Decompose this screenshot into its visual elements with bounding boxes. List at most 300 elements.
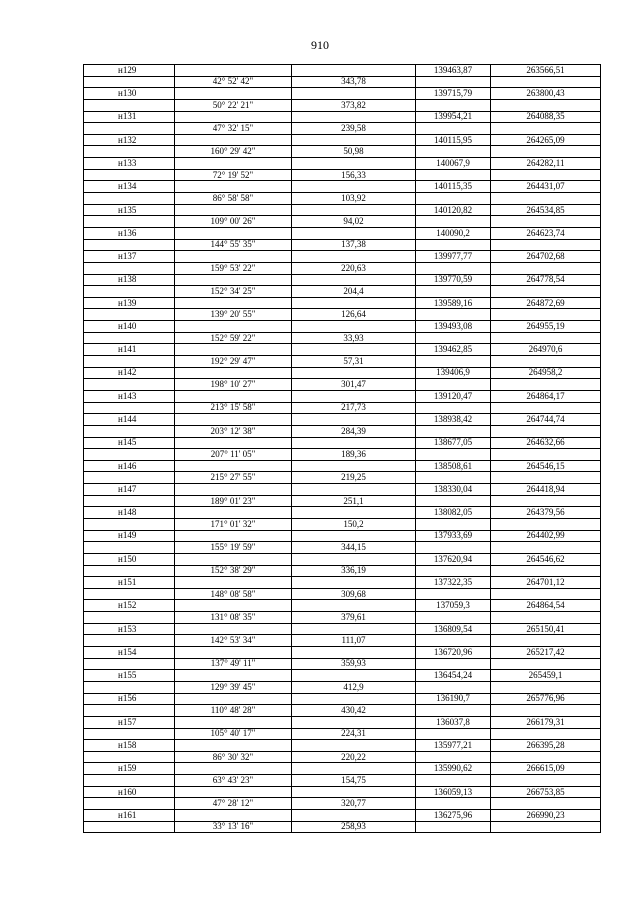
point-row — [84, 274, 601, 286]
point-row — [84, 553, 601, 565]
point-name-cell: н144 — [84, 414, 175, 426]
segment-row — [84, 705, 601, 717]
empty-cell — [416, 309, 491, 321]
empty-cell — [416, 681, 491, 693]
point-name-cell: н148 — [84, 507, 175, 519]
empty-cell — [292, 786, 416, 798]
segment-row — [84, 356, 601, 368]
direction-angle-cell: 171° 01' 32" — [175, 518, 292, 530]
empty-cell — [292, 484, 416, 496]
y-coordinate-cell: 263566,51 — [491, 65, 601, 77]
distance-cell: 284,39 — [292, 425, 416, 437]
empty-cell — [416, 332, 491, 344]
point-row — [84, 204, 601, 216]
y-coordinate-cell: 264546,15 — [491, 460, 601, 472]
point-name-cell: н132 — [84, 134, 175, 146]
empty-cell — [175, 65, 292, 77]
empty-cell — [292, 530, 416, 542]
empty-cell — [416, 472, 491, 484]
direction-angle-cell: 192° 29' 47" — [175, 356, 292, 368]
empty-cell — [175, 181, 292, 193]
point-name-cell: н149 — [84, 530, 175, 542]
empty-cell — [175, 484, 292, 496]
segment-row — [84, 612, 601, 624]
distance-cell: 336,19 — [292, 565, 416, 577]
empty-cell — [491, 332, 601, 344]
empty-cell — [175, 693, 292, 705]
point-row — [84, 623, 601, 635]
y-coordinate-cell: 264534,85 — [491, 204, 601, 216]
distance-cell: 94,02 — [292, 216, 416, 228]
direction-angle-cell: 105° 40' 17" — [175, 728, 292, 740]
distance-cell: 57,31 — [292, 356, 416, 368]
distance-cell: 320,77 — [292, 798, 416, 810]
empty-cell — [84, 588, 175, 600]
point-name-cell: н134 — [84, 181, 175, 193]
empty-cell — [416, 658, 491, 670]
point-name-cell: н137 — [84, 251, 175, 263]
point-name-cell: н133 — [84, 158, 175, 170]
point-row — [84, 134, 601, 146]
point-row — [84, 670, 601, 682]
distance-cell: 373,82 — [292, 99, 416, 111]
distance-cell: 154,75 — [292, 775, 416, 787]
empty-cell — [491, 681, 601, 693]
empty-cell — [175, 111, 292, 123]
x-coordinate-cell: 139462,85 — [416, 344, 491, 356]
empty-cell — [175, 321, 292, 333]
empty-cell — [292, 227, 416, 239]
direction-angle-cell: 189° 01' 23" — [175, 495, 292, 507]
x-coordinate-cell: 136454,24 — [416, 670, 491, 682]
distance-cell: 224,31 — [292, 728, 416, 740]
segment-row — [84, 495, 601, 507]
point-name-cell: н136 — [84, 227, 175, 239]
y-coordinate-cell: 265459,1 — [491, 670, 601, 682]
empty-cell — [175, 251, 292, 263]
distance-cell: 301,47 — [292, 379, 416, 391]
x-coordinate-cell: 135990,62 — [416, 763, 491, 775]
point-row — [84, 88, 601, 100]
y-coordinate-cell: 264702,68 — [491, 251, 601, 263]
empty-cell — [491, 495, 601, 507]
empty-cell — [416, 821, 491, 833]
empty-cell — [292, 321, 416, 333]
empty-cell — [416, 565, 491, 577]
empty-cell — [175, 507, 292, 519]
empty-cell — [175, 344, 292, 356]
segment-row — [84, 193, 601, 205]
direction-angle-cell: 203° 12' 38" — [175, 425, 292, 437]
empty-cell — [292, 111, 416, 123]
y-coordinate-cell: 264418,94 — [491, 484, 601, 496]
empty-cell — [491, 518, 601, 530]
direction-angle-cell: 109° 00' 26" — [175, 216, 292, 228]
distance-cell: 103,92 — [292, 193, 416, 205]
x-coordinate-cell: 138677,05 — [416, 437, 491, 449]
direction-angle-cell: 47° 28' 12" — [175, 798, 292, 810]
empty-cell — [491, 146, 601, 158]
empty-cell — [416, 635, 491, 647]
empty-cell — [416, 449, 491, 461]
empty-cell — [491, 588, 601, 600]
empty-cell — [416, 425, 491, 437]
empty-cell — [491, 658, 601, 670]
empty-cell — [491, 798, 601, 810]
point-name-cell: н160 — [84, 786, 175, 798]
y-coordinate-cell: 264431,07 — [491, 181, 601, 193]
x-coordinate-cell: 139977,77 — [416, 251, 491, 263]
empty-cell — [84, 542, 175, 554]
empty-cell — [491, 193, 601, 205]
segment-row — [84, 681, 601, 693]
y-coordinate-cell: 264872,69 — [491, 297, 601, 309]
point-row — [84, 158, 601, 170]
distance-cell: 430,42 — [292, 705, 416, 717]
y-coordinate-cell: 265150,41 — [491, 623, 601, 635]
segment-row — [84, 76, 601, 88]
direction-angle-cell: 47° 32' 15" — [175, 123, 292, 135]
segment-row — [84, 286, 601, 298]
segment-row — [84, 309, 601, 321]
distance-cell: 137,38 — [292, 239, 416, 251]
point-name-cell: н141 — [84, 344, 175, 356]
empty-cell — [84, 379, 175, 391]
empty-cell — [175, 810, 292, 822]
direction-angle-cell: 139° 20' 55" — [175, 309, 292, 321]
point-name-cell: н155 — [84, 670, 175, 682]
direction-angle-cell: 152° 34' 25" — [175, 286, 292, 298]
direction-angle-cell: 152° 38' 29" — [175, 565, 292, 577]
point-row — [84, 437, 601, 449]
y-coordinate-cell: 264265,09 — [491, 134, 601, 146]
empty-cell — [175, 414, 292, 426]
direction-angle-cell: 129° 39' 45" — [175, 681, 292, 693]
x-coordinate-cell: 139770,59 — [416, 274, 491, 286]
x-coordinate-cell: 139715,79 — [416, 88, 491, 100]
empty-cell — [175, 367, 292, 379]
empty-cell — [416, 495, 491, 507]
empty-cell — [292, 553, 416, 565]
empty-cell — [416, 379, 491, 391]
point-name-cell: н156 — [84, 693, 175, 705]
distance-cell: 251,1 — [292, 495, 416, 507]
point-row — [84, 716, 601, 728]
empty-cell — [175, 763, 292, 775]
empty-cell — [292, 600, 416, 612]
y-coordinate-cell: 264955,19 — [491, 321, 601, 333]
empty-cell — [84, 495, 175, 507]
y-coordinate-cell: 264402,99 — [491, 530, 601, 542]
point-name-cell: н142 — [84, 367, 175, 379]
point-name-cell: н150 — [84, 553, 175, 565]
direction-angle-cell: 144° 55' 35" — [175, 239, 292, 251]
empty-cell — [416, 146, 491, 158]
empty-cell — [491, 76, 601, 88]
empty-cell — [292, 437, 416, 449]
empty-cell — [84, 728, 175, 740]
x-coordinate-cell: 140115,95 — [416, 134, 491, 146]
y-coordinate-cell: 265776,96 — [491, 693, 601, 705]
point-row — [84, 484, 601, 496]
x-coordinate-cell: 137059,3 — [416, 600, 491, 612]
empty-cell — [175, 623, 292, 635]
point-row — [84, 577, 601, 589]
direction-angle-cell: 159° 53' 22" — [175, 262, 292, 274]
direction-angle-cell: 33° 13' 16" — [175, 821, 292, 833]
empty-cell — [292, 507, 416, 519]
empty-cell — [292, 158, 416, 170]
empty-cell — [491, 635, 601, 647]
segment-row — [84, 425, 601, 437]
empty-cell — [292, 414, 416, 426]
empty-cell — [84, 635, 175, 647]
empty-cell — [292, 390, 416, 402]
empty-cell — [84, 286, 175, 298]
direction-angle-cell: 137° 49' 11" — [175, 658, 292, 670]
segment-row — [84, 751, 601, 763]
distance-cell: 33,93 — [292, 332, 416, 344]
empty-cell — [84, 565, 175, 577]
empty-cell — [292, 810, 416, 822]
segment-row — [84, 821, 601, 833]
point-name-cell: н130 — [84, 88, 175, 100]
distance-cell: 220,63 — [292, 262, 416, 274]
empty-cell — [175, 460, 292, 472]
empty-cell — [175, 88, 292, 100]
point-name-cell: н161 — [84, 810, 175, 822]
empty-cell — [416, 216, 491, 228]
x-coordinate-cell: 137620,94 — [416, 553, 491, 565]
empty-cell — [292, 763, 416, 775]
point-row — [84, 227, 601, 239]
empty-cell — [491, 216, 601, 228]
direction-angle-cell: 110° 48' 28" — [175, 705, 292, 717]
direction-angle-cell: 63° 43' 23" — [175, 775, 292, 787]
direction-angle-cell: 207° 11' 05" — [175, 449, 292, 461]
empty-cell — [416, 798, 491, 810]
x-coordinate-cell: 136059,13 — [416, 786, 491, 798]
point-name-cell: н153 — [84, 623, 175, 635]
y-coordinate-cell: 266990,23 — [491, 810, 601, 822]
point-row — [84, 181, 601, 193]
empty-cell — [292, 367, 416, 379]
direction-angle-cell: 72° 19' 52" — [175, 169, 292, 181]
y-coordinate-cell: 264864,17 — [491, 390, 601, 402]
empty-cell — [292, 577, 416, 589]
x-coordinate-cell: 138508,61 — [416, 460, 491, 472]
empty-cell — [491, 239, 601, 251]
x-coordinate-cell: 139493,08 — [416, 321, 491, 333]
empty-cell — [84, 612, 175, 624]
point-name-cell: н146 — [84, 460, 175, 472]
empty-cell — [292, 716, 416, 728]
segment-row — [84, 449, 601, 461]
point-name-cell: н143 — [84, 390, 175, 402]
empty-cell — [84, 262, 175, 274]
x-coordinate-cell: 136275,96 — [416, 810, 491, 822]
empty-cell — [84, 309, 175, 321]
distance-cell: 189,36 — [292, 449, 416, 461]
y-coordinate-cell: 265217,42 — [491, 647, 601, 659]
y-coordinate-cell: 266179,31 — [491, 716, 601, 728]
empty-cell — [491, 472, 601, 484]
distance-cell: 239,58 — [292, 123, 416, 135]
segment-row — [84, 542, 601, 554]
point-row — [84, 367, 601, 379]
empty-cell — [416, 169, 491, 181]
empty-cell — [491, 821, 601, 833]
empty-cell — [175, 716, 292, 728]
empty-cell — [175, 390, 292, 402]
empty-cell — [416, 775, 491, 787]
distance-cell: 309,68 — [292, 588, 416, 600]
x-coordinate-cell: 139589,16 — [416, 297, 491, 309]
empty-cell — [292, 623, 416, 635]
empty-cell — [491, 309, 601, 321]
page-number: 910 — [311, 38, 329, 52]
point-row — [84, 390, 601, 402]
empty-cell — [175, 647, 292, 659]
empty-cell — [491, 262, 601, 274]
empty-cell — [175, 274, 292, 286]
point-row — [84, 786, 601, 798]
point-row — [84, 460, 601, 472]
distance-cell: 204,4 — [292, 286, 416, 298]
direction-angle-cell: 50° 22' 21" — [175, 99, 292, 111]
y-coordinate-cell: 264546,62 — [491, 553, 601, 565]
point-name-cell: н152 — [84, 600, 175, 612]
empty-cell — [491, 169, 601, 181]
segment-row — [84, 728, 601, 740]
empty-cell — [292, 204, 416, 216]
point-row — [84, 111, 601, 123]
x-coordinate-cell: 138330,04 — [416, 484, 491, 496]
empty-cell — [292, 670, 416, 682]
segment-row — [84, 775, 601, 787]
distance-cell: 156,33 — [292, 169, 416, 181]
empty-cell — [491, 728, 601, 740]
empty-cell — [84, 169, 175, 181]
empty-cell — [491, 402, 601, 414]
segment-row — [84, 518, 601, 530]
empty-cell — [292, 740, 416, 752]
y-coordinate-cell: 264379,56 — [491, 507, 601, 519]
point-name-cell: н154 — [84, 647, 175, 659]
empty-cell — [84, 193, 175, 205]
point-name-cell: н159 — [84, 763, 175, 775]
empty-cell — [84, 402, 175, 414]
empty-cell — [416, 542, 491, 554]
y-coordinate-cell: 264632,66 — [491, 437, 601, 449]
empty-cell — [175, 158, 292, 170]
point-row — [84, 530, 601, 542]
point-row — [84, 251, 601, 263]
empty-cell — [491, 99, 601, 111]
x-coordinate-cell: 140120,82 — [416, 204, 491, 216]
empty-cell — [84, 472, 175, 484]
segment-row — [84, 635, 601, 647]
point-name-cell: н129 — [84, 65, 175, 77]
empty-cell — [292, 65, 416, 77]
point-row — [84, 507, 601, 519]
empty-cell — [491, 286, 601, 298]
empty-cell — [292, 297, 416, 309]
empty-cell — [84, 356, 175, 368]
y-coordinate-cell: 264864,54 — [491, 600, 601, 612]
distance-cell: 219,25 — [292, 472, 416, 484]
empty-cell — [491, 123, 601, 135]
point-name-cell: н157 — [84, 716, 175, 728]
y-coordinate-cell: 264778,54 — [491, 274, 601, 286]
empty-cell — [416, 123, 491, 135]
empty-cell — [175, 786, 292, 798]
point-row — [84, 414, 601, 426]
point-name-cell: н135 — [84, 204, 175, 216]
segment-row — [84, 565, 601, 577]
empty-cell — [175, 740, 292, 752]
point-row — [84, 344, 601, 356]
point-row — [84, 693, 601, 705]
y-coordinate-cell: 264701,12 — [491, 577, 601, 589]
distance-cell: 150,2 — [292, 518, 416, 530]
x-coordinate-cell: 139406,9 — [416, 367, 491, 379]
empty-cell — [84, 216, 175, 228]
direction-angle-cell: 42° 52' 42" — [175, 76, 292, 88]
empty-cell — [292, 344, 416, 356]
point-row — [84, 65, 601, 77]
empty-cell — [84, 775, 175, 787]
direction-angle-cell: 215° 27' 55" — [175, 472, 292, 484]
direction-angle-cell: 198° 10' 27" — [175, 379, 292, 391]
distance-cell: 258,93 — [292, 821, 416, 833]
empty-cell — [175, 204, 292, 216]
distance-cell: 412,9 — [292, 681, 416, 693]
point-row — [84, 297, 601, 309]
empty-cell — [491, 449, 601, 461]
empty-cell — [175, 134, 292, 146]
x-coordinate-cell: 140067,9 — [416, 158, 491, 170]
empty-cell — [84, 425, 175, 437]
point-row — [84, 321, 601, 333]
distance-cell: 217,73 — [292, 402, 416, 414]
empty-cell — [175, 670, 292, 682]
point-name-cell: н147 — [84, 484, 175, 496]
segment-row — [84, 123, 601, 135]
x-coordinate-cell: 138938,42 — [416, 414, 491, 426]
empty-cell — [416, 612, 491, 624]
x-coordinate-cell: 135977,21 — [416, 740, 491, 752]
x-coordinate-cell: 137322,35 — [416, 577, 491, 589]
y-coordinate-cell: 264088,35 — [491, 111, 601, 123]
empty-cell — [416, 193, 491, 205]
coordinates-table — [83, 64, 601, 833]
empty-cell — [416, 705, 491, 717]
empty-cell — [175, 297, 292, 309]
empty-cell — [84, 146, 175, 158]
empty-cell — [175, 530, 292, 542]
empty-cell — [416, 356, 491, 368]
direction-angle-cell: 131° 08' 35" — [175, 612, 292, 624]
empty-cell — [175, 437, 292, 449]
empty-cell — [84, 751, 175, 763]
empty-cell — [416, 751, 491, 763]
segment-row — [84, 658, 601, 670]
empty-cell — [175, 227, 292, 239]
y-coordinate-cell: 264958,2 — [491, 367, 601, 379]
y-coordinate-cell: 263800,43 — [491, 88, 601, 100]
distance-cell: 220,22 — [292, 751, 416, 763]
